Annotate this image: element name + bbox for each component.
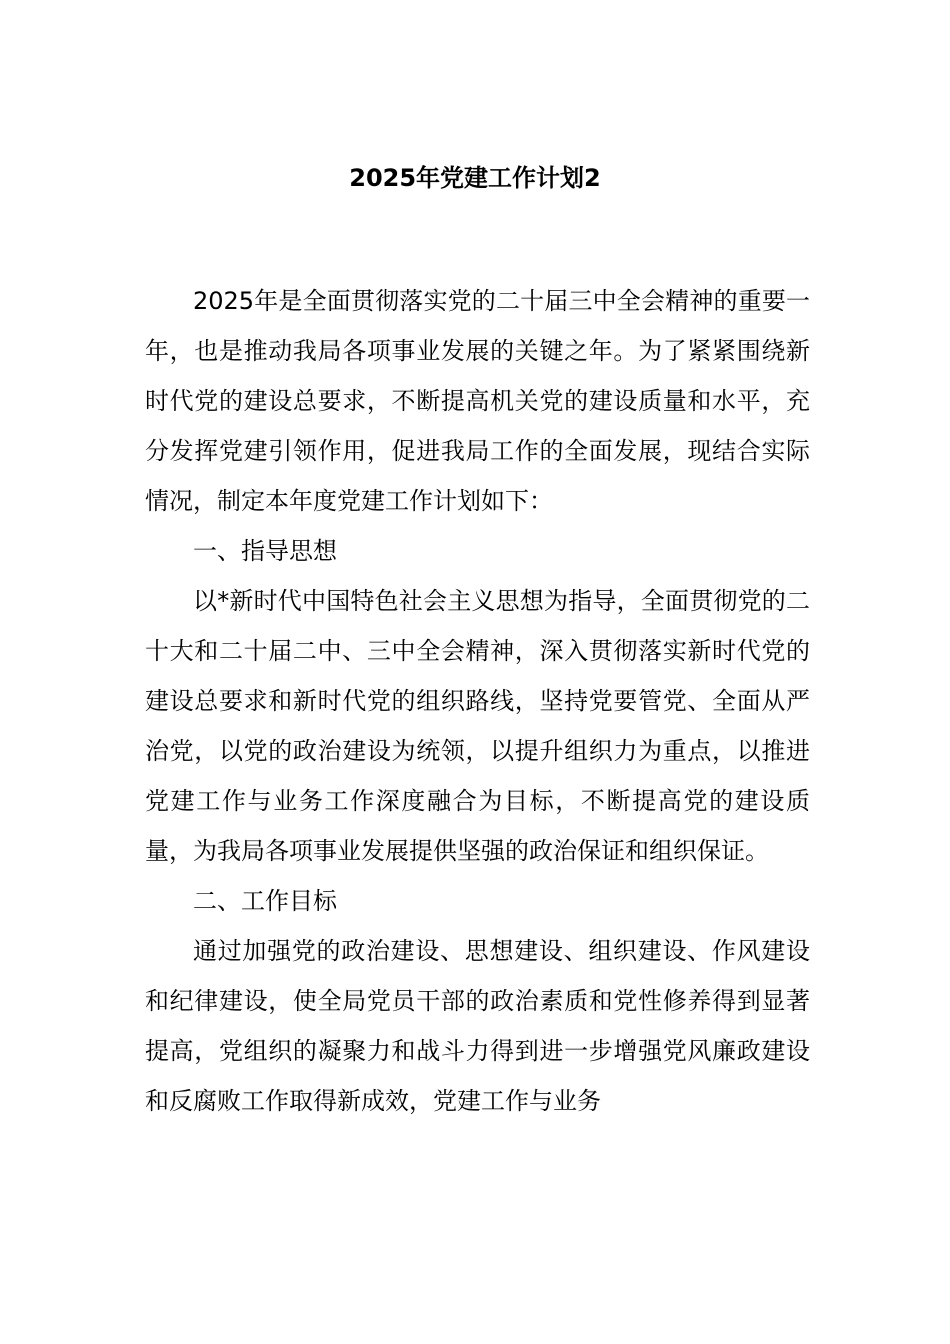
section-heading-work-goals: 二、工作目标 [193, 887, 337, 915]
section-heading-guiding-ideology: 一、指导思想 [193, 537, 337, 565]
document-title: 2025年党建工作计划2 [349, 164, 601, 192]
intro-paragraph: 2025年是全面贯彻落实党的二十届三中全会精神的重要一年，也是推动我局各项事业发展的关键之年。为了紧紧围绕新时代党的建设总要求，不断提高机关党的建设质量和水平，充分发挥党建引领作用，促进我局工作的全面发展，现结合实际情况，制定本年度党建工作计划如下： [145, 287, 810, 515]
work-goals-paragraph: 通过加强党的政治建设、思想建设、组织建设、作风建设和纪律建设，使全局党员干部的政治素质和党性修养得到显著提高，党组织的凝聚力和战斗力得到进一步增强党风廉政建设和反腐败工作取得新成效，党建工作与业务 [145, 937, 810, 1115]
document-body [145, 276, 810, 1126]
guiding-ideology-paragraph: 以*新时代中国特色社会主义思想为指导，全面贯彻党的二十大和二十届二中、三中全会精神，深入贯彻落实新时代党的建设总要求和新时代党的组织路线，坚持党要管党、全面从严治党，以党的政治建设为统领，以提升组织力为重点，以推进党建工作与业务工作深度融合为目标，不断提高党的建设质量，为我局各项事业发展提供坚强的政治保证和组织保证。 [145, 587, 810, 865]
